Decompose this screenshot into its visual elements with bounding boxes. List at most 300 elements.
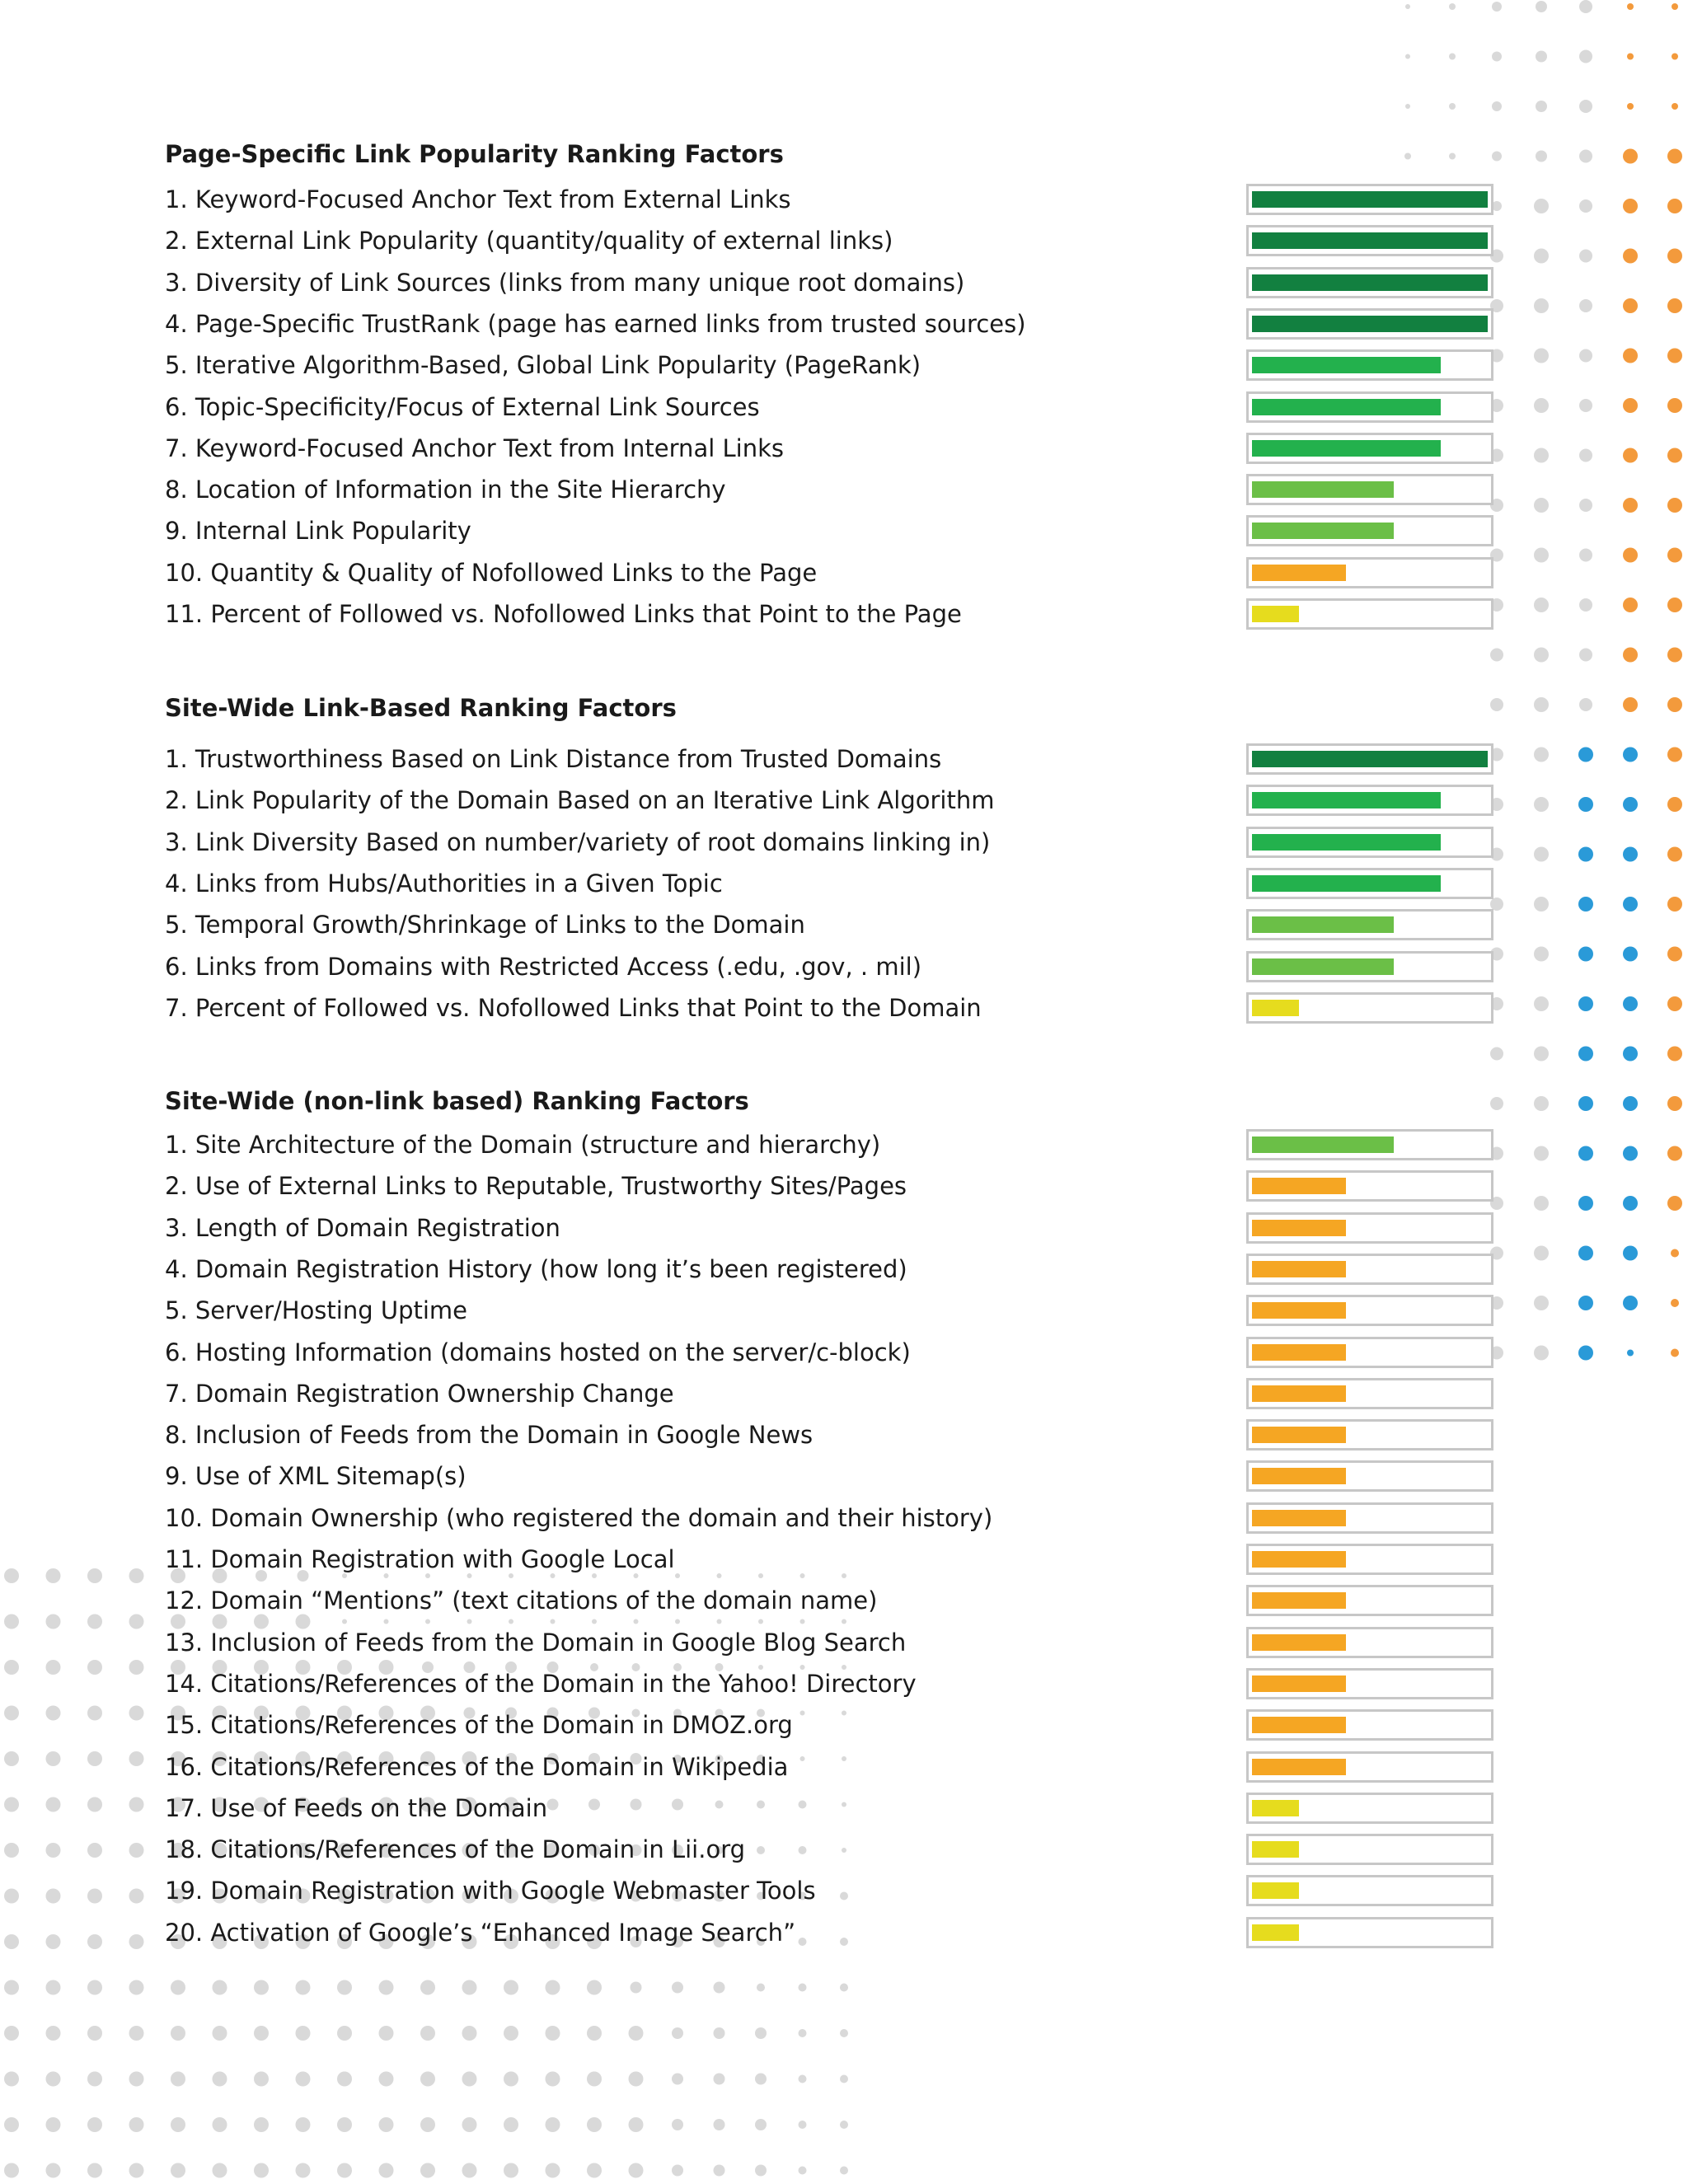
pattern-dot [755, 2165, 767, 2177]
pattern-dot [4, 1889, 19, 1904]
pattern-dot-blue [1627, 1350, 1634, 1357]
pattern-dot-blue [1578, 847, 1593, 862]
pattern-dot [129, 2072, 144, 2087]
rating-bar-frame [1246, 391, 1493, 423]
pattern-dot [1534, 1146, 1549, 1161]
rating-bar-frame [1246, 267, 1493, 298]
factor-label: 8. Location of Information in the Site Hierarchy [165, 476, 726, 504]
pattern-dot [587, 2026, 602, 2041]
pattern-dot [1534, 1296, 1549, 1310]
factor-label: 3. Diversity of Link Sources (links from many unique root domains) [165, 268, 965, 297]
pattern-dot-orange [1623, 548, 1638, 563]
pattern-dot [1579, 499, 1592, 512]
pattern-dot [1579, 598, 1592, 612]
pattern-dot-blue [1578, 748, 1593, 762]
pattern-dot [1449, 54, 1456, 60]
pattern-dot-blue [1623, 748, 1638, 762]
factor-label: 2. External Link Popularity (quantity/quality of external links) [165, 227, 893, 255]
pattern-dot [337, 2026, 352, 2041]
pattern-dot-blue [1623, 996, 1638, 1011]
pattern-dot [46, 1934, 61, 1949]
pattern-dot [629, 2072, 644, 2087]
pattern-dot [1534, 398, 1549, 413]
pattern-dot-orange [1667, 249, 1682, 264]
pattern-dot-orange [1623, 149, 1638, 164]
pattern-dot [213, 2117, 227, 2132]
pattern-dot [87, 2117, 102, 2132]
pattern-dot-blue [1623, 797, 1638, 812]
pattern-dot [587, 1980, 602, 1995]
pattern-dot-orange [1667, 1096, 1682, 1111]
pattern-dot [1579, 549, 1592, 562]
pattern-dot [171, 2072, 185, 2087]
pattern-dot [1579, 150, 1592, 163]
pattern-dot-orange [1671, 1349, 1679, 1357]
pattern-dot [129, 1706, 144, 1721]
pattern-dot [799, 1984, 807, 1992]
pattern-dot [799, 2029, 807, 2037]
pattern-dot [547, 1799, 559, 1811]
pattern-dot [87, 1615, 102, 1629]
rating-bar-frame [1246, 909, 1493, 940]
pattern-dot [1579, 399, 1592, 412]
pattern-dot-blue [1623, 1047, 1638, 1062]
pattern-dot [379, 2072, 394, 2087]
pattern-dot [296, 2163, 311, 2178]
pattern-dot [1490, 1097, 1503, 1110]
pattern-dot [840, 1892, 848, 1900]
rating-bar-frame [1246, 992, 1493, 1024]
pattern-dot [800, 1711, 805, 1716]
pattern-dot [629, 2163, 644, 2178]
pattern-dot [629, 2026, 644, 2041]
pattern-dot [1534, 947, 1549, 962]
rating-bar [1252, 399, 1441, 415]
pattern-dot [1449, 3, 1456, 10]
factor-label: 5. Temporal Growth/Shrinkage of Links to the Domain [165, 911, 805, 940]
rating-bar [1252, 1427, 1346, 1443]
pattern-dot [4, 1568, 19, 1583]
pattern-dot [462, 2026, 477, 2041]
pattern-dot-orange [1667, 448, 1682, 463]
pattern-dot [672, 1982, 683, 1994]
pattern-dot [1405, 104, 1410, 109]
pattern-dot [46, 1889, 61, 1904]
pattern-dot [1534, 199, 1549, 213]
pattern-dot [46, 2117, 61, 2132]
pattern-dot [631, 1982, 642, 1994]
pattern-dot [1534, 548, 1549, 563]
rating-bar-frame [1246, 1585, 1493, 1616]
pattern-dot [46, 2072, 61, 2087]
pattern-dot [4, 1615, 19, 1629]
pattern-dot [799, 1938, 807, 1946]
factor-label: 18. Citations/References of the Domain in Lii.org [165, 1835, 746, 1864]
pattern-dot [4, 1660, 19, 1675]
pattern-dot-orange [1667, 697, 1682, 712]
pattern-dot [504, 2163, 518, 2178]
pattern-dot [1534, 498, 1549, 513]
pattern-dot [1534, 1346, 1549, 1361]
pattern-dot [87, 1889, 102, 1904]
factor-label: 12. Domain “Mentions” (text citations of the domain name) [165, 1586, 878, 1615]
pattern-dot-orange [1671, 1249, 1679, 1258]
pattern-dot [799, 1801, 807, 1809]
pattern-dot-orange [1623, 199, 1638, 213]
pattern-dot-blue [1623, 1296, 1638, 1310]
pattern-dot-blue [1578, 1196, 1593, 1211]
pattern-dot [87, 1843, 102, 1858]
factor-label: 7. Keyword-Focused Anchor Text from Internal Links [165, 434, 784, 462]
pattern-dot-orange [1623, 498, 1638, 513]
pattern-dot [672, 2119, 683, 2130]
pattern-dot [4, 2163, 19, 2178]
pattern-dot [213, 2026, 227, 2041]
pattern-dot [129, 1615, 144, 1629]
rating-bar-frame [1246, 433, 1493, 464]
rating-bar-frame [1246, 868, 1493, 899]
pattern-dot [1405, 4, 1410, 9]
rating-bar [1252, 1178, 1346, 1194]
pattern-dot [129, 1980, 144, 1995]
pattern-dot-orange [1667, 149, 1682, 164]
pattern-dot [1536, 101, 1547, 112]
pattern-dot [672, 2027, 683, 2039]
pattern-dot [799, 2075, 807, 2083]
pattern-dot-blue [1623, 1146, 1638, 1161]
pattern-dot [546, 2163, 560, 2178]
rating-bar [1252, 357, 1441, 373]
pattern-dot [1534, 598, 1549, 612]
pattern-dot [129, 2026, 144, 2041]
pattern-dot [467, 1619, 472, 1624]
pattern-dot-orange [1667, 748, 1682, 762]
pattern-dot [4, 1706, 19, 1721]
pattern-dot [840, 2029, 848, 2037]
factor-label: 11. Percent of Followed vs. Nofollowed Links that Point to the Page [165, 600, 962, 628]
pattern-dot [337, 2163, 352, 2178]
pattern-dot [129, 1797, 144, 1812]
rating-bar-frame [1246, 1502, 1493, 1534]
pattern-dot [462, 2117, 477, 2132]
pattern-dot [842, 1711, 846, 1716]
rating-bar-frame [1246, 1751, 1493, 1783]
pattern-dot-orange [1667, 1146, 1682, 1161]
factor-label: 8. Inclusion of Feeds from the Domain in Google News [165, 1421, 814, 1450]
pattern-dot-orange [1671, 1299, 1679, 1307]
pattern-dot [1534, 1196, 1549, 1211]
rating-bar [1252, 1468, 1346, 1484]
pattern-dot [1579, 0, 1592, 13]
pattern-dot-orange [1667, 398, 1682, 413]
pattern-dot [296, 2026, 311, 2041]
rating-bar [1252, 916, 1394, 933]
pattern-dot [840, 2121, 848, 2129]
pattern-dot [87, 2163, 102, 2178]
pattern-dot [1534, 748, 1549, 762]
pattern-dot-blue [1578, 947, 1593, 962]
rating-bar [1252, 274, 1488, 291]
pattern-dot [129, 2163, 144, 2178]
pattern-dot [504, 2026, 518, 2041]
pattern-dot [758, 1619, 763, 1624]
pattern-dot [129, 1660, 144, 1675]
pattern-dot [714, 2119, 725, 2130]
pattern-dot [1490, 1047, 1503, 1061]
pattern-dot-orange [1627, 54, 1634, 60]
pattern-dot [1579, 100, 1592, 113]
pattern-dot [842, 1802, 846, 1807]
pattern-dot [1536, 51, 1547, 63]
pattern-dot-blue [1578, 1047, 1593, 1062]
pattern-dot [420, 2072, 435, 2087]
pattern-dot [379, 1980, 394, 1995]
pattern-dot [87, 1660, 102, 1675]
pattern-dot-blue [1578, 1246, 1593, 1261]
factor-label: 7. Percent of Followed vs. Nofollowed Links that Point to the Domain [165, 993, 982, 1022]
factor-label: 4. Page-Specific TrustRank (page has earned links from trusted sources) [165, 309, 1026, 338]
pattern-dot [420, 2117, 435, 2132]
rating-bar [1252, 1675, 1346, 1692]
factor-label: 6. Hosting Information (domains hosted on the server/c-block) [165, 1338, 911, 1366]
pattern-dot [87, 1751, 102, 1766]
rating-bar-frame [1246, 1668, 1493, 1699]
pattern-dot [1534, 448, 1549, 463]
pattern-dot [588, 1799, 600, 1811]
rating-bar [1252, 1551, 1346, 1568]
pattern-dot-orange [1623, 697, 1638, 712]
pattern-dot [546, 1980, 560, 1995]
pattern-dot [1492, 152, 1502, 162]
pattern-dot [634, 1619, 639, 1624]
pattern-dot [758, 1573, 763, 1578]
pattern-dot [1534, 249, 1549, 264]
rating-bar-frame [1246, 308, 1493, 340]
pattern-dot [1579, 250, 1592, 263]
rating-bar [1252, 1302, 1346, 1319]
rating-bar-frame [1246, 1295, 1493, 1326]
pattern-dot [840, 2167, 848, 2175]
rating-bar-frame [1246, 1460, 1493, 1492]
pattern-dot-orange [1667, 498, 1682, 513]
pattern-dot [296, 2117, 311, 2132]
pattern-dot [755, 2119, 767, 2130]
pattern-dot [129, 1843, 144, 1858]
pattern-dot-blue [1623, 847, 1638, 862]
pattern-dot [129, 2117, 144, 2132]
rating-bar [1252, 523, 1394, 539]
pattern-dot-orange [1623, 298, 1638, 313]
rating-bar-frame [1246, 225, 1493, 256]
pattern-dot [714, 2165, 725, 2177]
rating-bar [1252, 958, 1394, 975]
pattern-dot [425, 1619, 430, 1624]
rating-bar-frame [1246, 951, 1493, 982]
factor-label: 15. Citations/References of the Domain in DMOZ.org [165, 1711, 793, 1740]
rating-bar-frame [1246, 1419, 1493, 1451]
pattern-dot [87, 1980, 102, 1995]
pattern-dot [1536, 1, 1547, 12]
pattern-dot [717, 1573, 722, 1578]
pattern-dot [717, 1619, 722, 1624]
pattern-dot [1534, 1096, 1549, 1111]
pattern-dot [715, 1801, 724, 1809]
pattern-dot-blue [1578, 996, 1593, 1011]
factor-label: 4. Links from Hubs/Authorities in a Given Topic [165, 869, 723, 898]
rating-bar [1252, 481, 1394, 498]
pattern-dot [675, 1573, 680, 1578]
pattern-dot [87, 1706, 102, 1721]
pattern-dot-blue [1578, 1346, 1593, 1361]
rating-bar-frame [1246, 557, 1493, 588]
pattern-dot-orange [1667, 199, 1682, 213]
pattern-dot [420, 1980, 435, 1995]
rating-bar [1252, 1261, 1346, 1277]
pattern-dot [337, 2072, 352, 2087]
pattern-dot [755, 2074, 767, 2085]
pattern-dot [672, 2165, 683, 2177]
pattern-dot [1579, 199, 1592, 213]
pattern-dot [1449, 153, 1456, 160]
pattern-dot [1534, 996, 1549, 1011]
rating-bar [1252, 792, 1441, 808]
rating-bar [1252, 1137, 1394, 1153]
pattern-dot [213, 2163, 227, 2178]
pattern-dot-orange [1672, 103, 1678, 110]
rating-bar-frame [1246, 827, 1493, 858]
rating-bar-frame [1246, 474, 1493, 505]
pattern-dot [504, 1980, 518, 1995]
pattern-dot [46, 1980, 61, 1995]
factor-label: 3. Link Diversity Based on number/variety of root domains linking in) [165, 827, 991, 856]
rating-bar [1252, 316, 1488, 332]
pattern-dot-orange [1672, 54, 1678, 60]
rating-bar [1252, 1717, 1346, 1733]
pattern-dot [1492, 2, 1502, 12]
pattern-dot [254, 2072, 269, 2087]
rating-bar [1252, 1800, 1299, 1816]
pattern-dot [1534, 648, 1549, 663]
pattern-dot-orange [1667, 349, 1682, 363]
pattern-dot [714, 2074, 725, 2085]
pattern-dot [842, 1848, 846, 1853]
rating-bar [1252, 751, 1488, 767]
pattern-dot [1534, 797, 1549, 812]
pattern-dot [1492, 101, 1502, 111]
pattern-dot [1536, 151, 1547, 162]
rating-bar-frame [1246, 1834, 1493, 1865]
pattern-dot [213, 1980, 227, 1995]
pattern-dot [254, 1980, 269, 1995]
pattern-dot [87, 2072, 102, 2087]
pattern-dot [509, 1619, 513, 1624]
pattern-dot [4, 1751, 19, 1766]
pattern-dot [46, 1615, 61, 1629]
pattern-dot [1449, 103, 1456, 110]
pattern-dot [379, 2163, 394, 2178]
factor-label: 16. Citations/References of the Domain in Wikipedia [165, 1752, 789, 1781]
rating-bar-frame [1246, 598, 1493, 630]
pattern-dot [587, 2117, 602, 2132]
pattern-dot [171, 2163, 185, 2178]
pattern-dot-blue [1623, 1246, 1638, 1261]
factor-label: 1. Keyword-Focused Anchor Text from External Links [165, 185, 791, 213]
pattern-dot [462, 2072, 477, 2087]
pattern-dot [171, 1980, 185, 1995]
pattern-dot [254, 2026, 269, 2041]
pattern-dot-orange [1667, 298, 1682, 313]
pattern-dot [757, 1984, 765, 1992]
pattern-dot [1534, 847, 1549, 862]
pattern-dot [87, 1568, 102, 1583]
pattern-dot [4, 1980, 19, 1995]
pattern-dot [4, 2117, 19, 2132]
pattern-dot [4, 1797, 19, 1812]
pattern-dot [551, 1619, 556, 1624]
rating-bar [1252, 1510, 1346, 1526]
pattern-dot [546, 2026, 560, 2041]
pattern-dot [46, 1706, 61, 1721]
rating-bar-frame [1246, 1337, 1493, 1368]
pattern-dot [800, 1573, 805, 1578]
pattern-dot [672, 2074, 683, 2085]
pattern-dot [254, 2163, 269, 2178]
rating-bar-frame [1246, 1875, 1493, 1906]
pattern-dot [379, 2026, 394, 2041]
rating-bar [1252, 191, 1488, 208]
pattern-dot [1534, 697, 1549, 712]
factor-label: 19. Domain Registration with Google Webmaster Tools [165, 1877, 816, 1905]
pattern-dot [842, 1619, 846, 1624]
pattern-dot-orange [1667, 1047, 1682, 1062]
pattern-dot [546, 2072, 560, 2087]
pattern-dot [4, 1934, 19, 1949]
pattern-dot-blue [1623, 1096, 1638, 1111]
pattern-dot [1534, 298, 1549, 313]
pattern-dot-blue [1623, 897, 1638, 912]
pattern-dot [800, 1619, 805, 1624]
factor-label: 14. Citations/References of the Domain in the Yahoo! Directory [165, 1669, 917, 1698]
factor-label: 3. Length of Domain Registration [165, 1213, 560, 1242]
rating-bar [1252, 1344, 1346, 1361]
pattern-dot-orange [1667, 648, 1682, 663]
pattern-dot [296, 2072, 311, 2087]
pattern-dot [129, 1751, 144, 1766]
pattern-dot [171, 2117, 185, 2132]
pattern-dot [799, 2121, 807, 2129]
pattern-dot-orange [1627, 103, 1634, 110]
factor-label: 9. Internal Link Popularity [165, 517, 471, 546]
rating-bar-frame [1246, 1170, 1493, 1202]
factor-label: 10. Quantity & Quality of Nofollowed Links to the Page [165, 558, 818, 587]
pattern-dot [462, 2163, 477, 2178]
rating-bar [1252, 1634, 1346, 1651]
pattern-dot-orange [1623, 598, 1638, 612]
pattern-dot-blue [1578, 1296, 1593, 1310]
pattern-dot-orange [1667, 897, 1682, 912]
pattern-dot [129, 1889, 144, 1904]
pattern-dot [587, 2072, 602, 2087]
pattern-dot-blue [1623, 947, 1638, 962]
pattern-dot [46, 1843, 61, 1858]
factor-label: 2. Use of External Links to Reputable, Trustworthy Sites/Pages [165, 1172, 907, 1201]
section-title: Page-Specific Link Popularity Ranking Factors [165, 140, 784, 168]
pattern-dot [87, 2026, 102, 2041]
pattern-dot [46, 2026, 61, 2041]
pattern-dot [714, 2027, 725, 2039]
pattern-dot [757, 1801, 765, 1809]
pattern-dot-blue [1578, 1096, 1593, 1111]
